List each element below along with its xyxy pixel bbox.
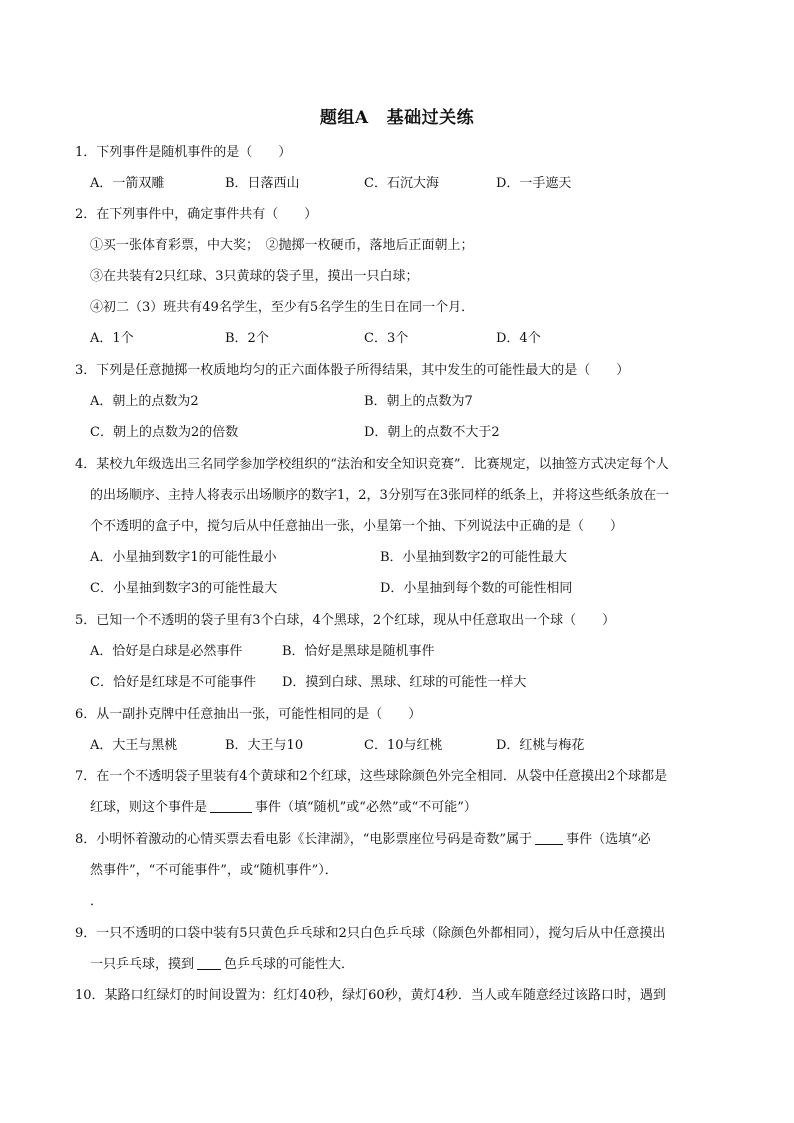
question-2-item-4: ④初二（3）班共有49名学生，至少有5名学生的生日在同一个月． <box>90 300 475 315</box>
question-2-item-1: ①买一张体育彩票，中大奖； ②抛掷一枚硬币，落地后正面朝上； <box>90 238 474 253</box>
question-5-options-row2 <box>90 674 730 692</box>
question-1-option-a: A．一箭双雕 <box>90 176 165 191</box>
question-4-stem-line-1: 4．某校九年级选出三名同学参加学校组织的“法治和安全知识竞赛”．比赛规定，以抽签方式决定每个人 <box>75 457 669 472</box>
question-2-option-d: D．4个 <box>496 331 541 346</box>
question-3-options-row2 <box>90 424 730 442</box>
question-7-stem-line-1: 7．在一个不透明袋子里装有4个黄球和2个红球，这些球除颜色外完全相同．从袋中任意摸出2个球都是 <box>75 769 668 784</box>
question-9-pre-blank: 一只乒乓球，摸到 <box>90 957 195 972</box>
question-4-stem-line-2: 的出场顺序、主持人将表示出场顺序的数字1，2，3分别写在3张同样的纸条上，并将这些纸条放在一 <box>90 488 670 503</box>
question-1-option-b: B．日落西山 <box>225 176 300 191</box>
question-9-stem-line-2 <box>90 956 354 974</box>
question-3-option-b: B．朝上的点数为7 <box>364 394 473 409</box>
question-6-options <box>90 737 730 755</box>
question-5-option-c: C．恰好是红球是不可能事件 <box>90 675 256 690</box>
question-3-option-d: D．朝上的点数不大于2 <box>364 425 500 440</box>
question-8-pre-blank: 8．小明怀着激动的心情买票去看电影《长津湖》，“电影票座位号码是奇数”属于 <box>75 832 533 847</box>
question-8-stem-line-3: ． <box>90 894 104 909</box>
question-1-option-c: C．石沉大海 <box>364 176 439 191</box>
question-4-option-c: C．小星抽到数字3的可能性最大 <box>90 581 278 596</box>
question-6-option-c: C．10与红桃 <box>364 738 443 753</box>
question-1-stem: 1．下列事件是随机事件的是（ ） <box>75 145 292 160</box>
question-5-options-row1 <box>90 643 730 661</box>
question-7-post-blank: 事件（填“随机”或“必然”或“不可能”） <box>255 800 477 815</box>
question-5-stem: 5．已知一个不透明的袋子里有3个白球，4个黑球，2个红球，现从中任意取出一个球（ ） <box>75 613 616 628</box>
question-6-option-d: D．红桃与梅花 <box>496 738 585 753</box>
question-4-option-a: A．小星抽到数字1的可能性最小 <box>90 550 277 565</box>
question-7-answer-blank[interactable] <box>210 799 252 813</box>
question-4-option-b: B．小星抽到数字2的可能性最大 <box>380 550 567 565</box>
section-title <box>0 103 794 128</box>
question-2-item-3: ③在共装有2只红球、3只黄球的袋子里，摸出一只白球； <box>90 269 419 284</box>
question-5-option-a: A．恰好是白球是必然事件 <box>90 644 243 659</box>
question-3-option-c: C．朝上的点数为2的倍数 <box>90 425 239 440</box>
question-6-option-a: A．大王与黑桃 <box>90 738 178 753</box>
question-9-stem-line-1: 9．一只不透明的口袋中装有5只黄色乒乓球和2只白色乒乓球（除颜色外都相同），搅匀后从中任意摸出 <box>75 926 666 941</box>
question-1-options <box>90 175 730 193</box>
section-title-name: 基础过关练 <box>386 108 475 128</box>
question-4-stem-line-3: 个不透明的盒子中，搅匀后从中任意抽出一张，小星第一个抽、下列说法中正确的是（ ） <box>90 519 624 534</box>
question-7-pre-blank: 红球，则这个事件是 <box>90 800 208 815</box>
question-5-option-d: D．摸到白球、黑球、红球的可能性一样大 <box>282 675 527 690</box>
question-2-option-a: A．1个 <box>90 331 134 346</box>
question-4-options-row1 <box>90 549 730 567</box>
question-9-post-blank: 色乒乓球的可能性大． <box>224 957 355 972</box>
question-8-post-blank: 事件（选填“必 <box>566 832 651 847</box>
question-9-answer-blank[interactable] <box>197 956 221 970</box>
question-5-option-b: B．恰好是黑球是随机事件 <box>282 644 435 659</box>
question-6-stem: 6．从一副扑克牌中任意抽出一张，可能性相同的是（ ） <box>75 707 422 722</box>
question-3-option-a: A．朝上的点数为2 <box>90 394 199 409</box>
question-2-option-c: C．3个 <box>364 331 409 346</box>
question-8-stem-line-1 <box>75 831 651 849</box>
section-title-group: 题组A <box>319 108 369 128</box>
question-1-option-d: D．一手遮天 <box>496 176 572 191</box>
question-2-option-b: B．2个 <box>225 331 269 346</box>
question-4-option-d: D．小星抽到每个数的可能性相同 <box>380 581 573 596</box>
question-8-stem-line-2: 然事件”，“不可能事件”，或“随机事件”）． <box>90 863 338 878</box>
question-7-stem-line-2 <box>90 799 477 817</box>
question-3-stem: 3．下列是任意抛掷一枚质地均匀的正六面体骰子所得结果，其中发生的可能性最大的是（ ） <box>75 363 630 378</box>
question-3-options-row1 <box>90 393 730 411</box>
question-2-stem: 2．在下列事件中，确定事件共有（ ） <box>75 207 318 222</box>
question-6-option-b: B．大王与10 <box>225 738 304 753</box>
question-2-options <box>90 330 730 348</box>
question-4-options-row2 <box>90 580 730 598</box>
question-8-answer-blank[interactable] <box>535 831 563 845</box>
question-10-stem-line-1: 10．某路口红绿灯的时间设置为：红灯40秒，绿灯60秒，黄灯4秒．当人或车随意经过该路口时，遇到 <box>75 988 666 1003</box>
